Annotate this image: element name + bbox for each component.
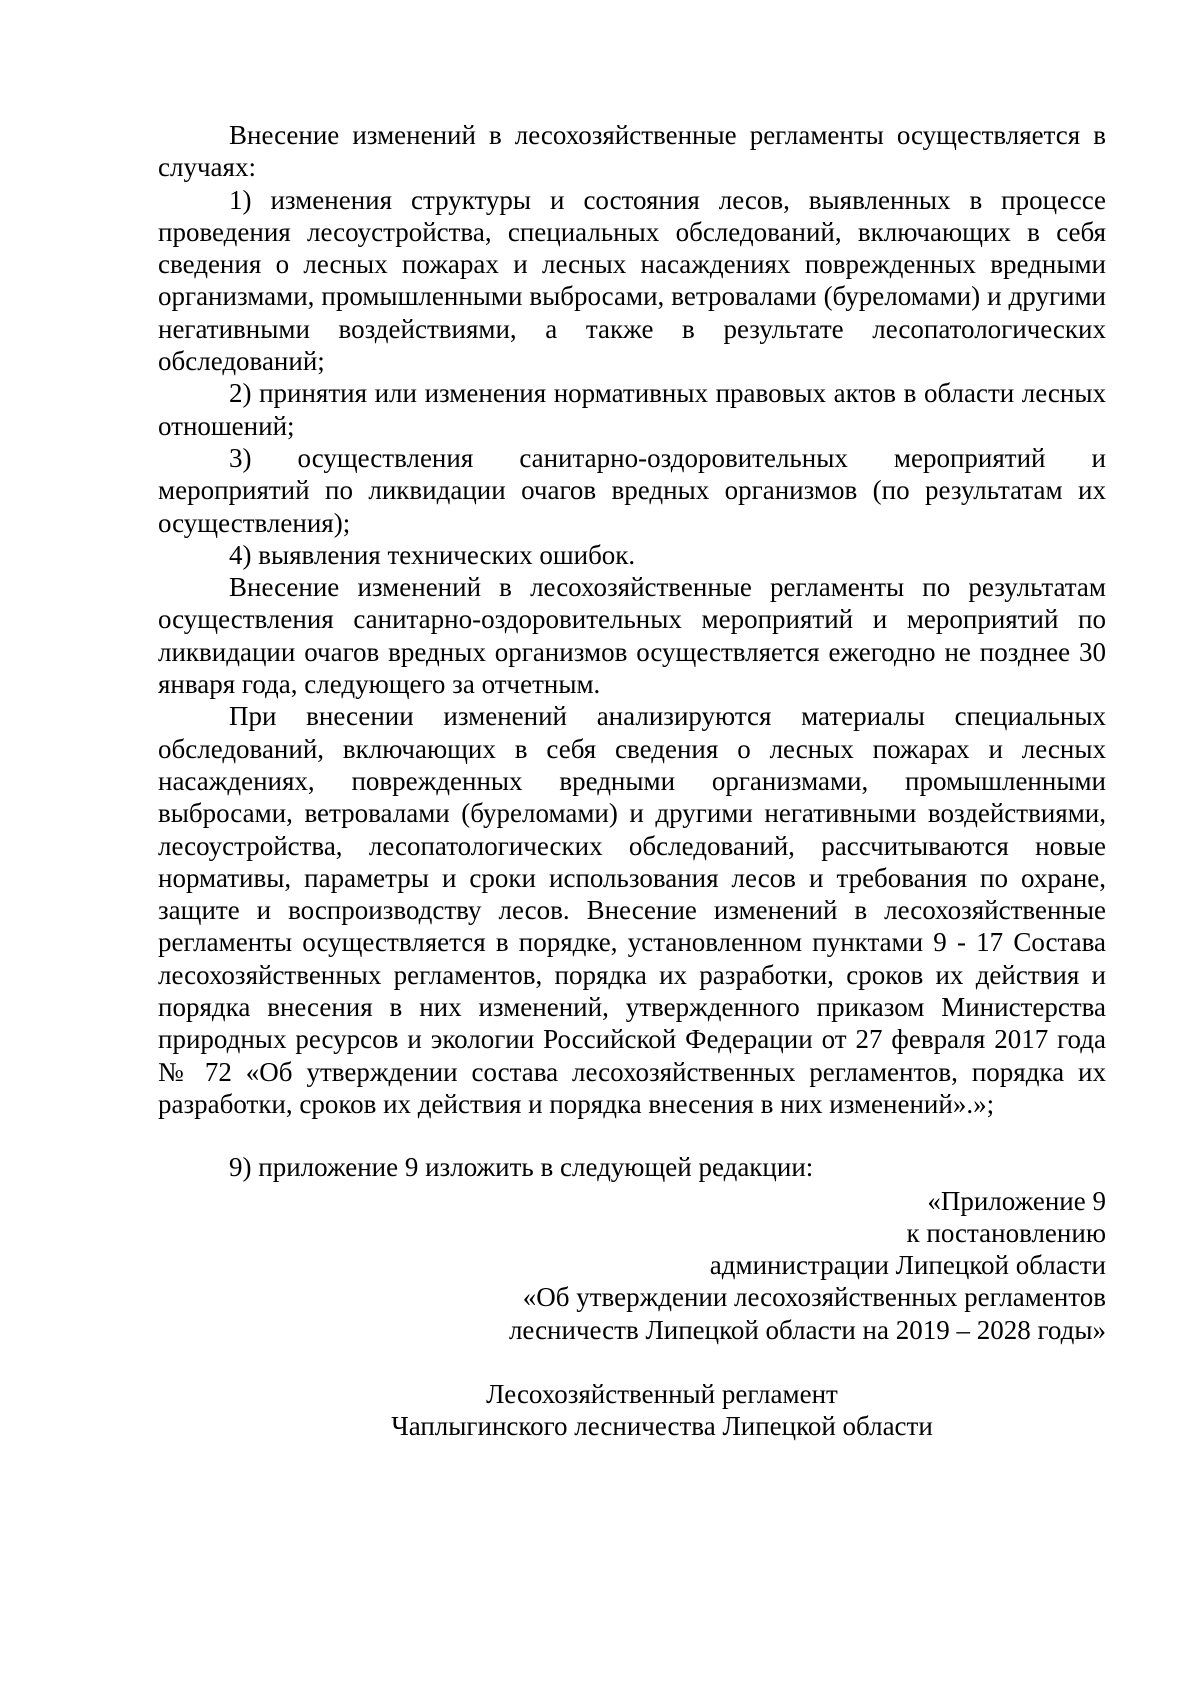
paragraph-item-1: 1) изменения структуры и состояния лесов, выявленных в процессе проведения лесоустройства, специальных обследований, включающих в себя сведения о лесных пожарах и лесных насаждениях поврежденных вредными организмами, промышленными выбросами, ветровалами (буреломами) и другими негативными воздействиями, а также в результате лесопатологических обследований; xyxy=(158,184,1106,377)
appendix-line: администрации Липецкой области xyxy=(709,1250,1106,1281)
paragraph-item-4: 4) выявления технических ошибок. xyxy=(229,539,636,570)
appendix-header xyxy=(158,1185,1106,1346)
paragraph-item-3: 3) осуществления санитарно-оздоровительных мероприятий и мероприятий по ликвидации очагов вредных организмов (по результатам их осуществления); xyxy=(158,442,1106,538)
appendix-line: «Приложение 9 xyxy=(927,1185,1106,1216)
appendix-line: к постановлению xyxy=(906,1217,1106,1248)
paragraph-gap xyxy=(158,1120,1106,1151)
title-line: Чаплыгинского лесничества Липецкой области xyxy=(391,1411,933,1442)
paragraph-item-2: 2) принятия или изменения нормативных правовых актов в области лесных отношений; xyxy=(158,378,1106,441)
title-line: Лесохозяйственный регламент xyxy=(486,1378,838,1409)
paragraph-analysis: При внесении изменений анализируются материалы специальных обследований, включающих в себя сведения о лесных пожарах и лесных насаждениях, поврежденных вредными организмами, промышленными выбросами, ветровалами (буреломами) и другими негативными воздействиями, лесоустройства, лесопатологических обследований, рассчитываются новые нормативы, параметры и сроки использования лесов и требования по охране, защите и воспроизводству лесов. Внесение изменений в лесохозяйственные регламенты осуществляется в порядке, установленном пунктами 9 - 17 Состава лесохозяйственных регламентов, порядка их разработки, сроков их действия и порядка внесения в них изменений, утвержденного приказом Министерства природных ресурсов и экологии Российской Федерации от 27 февраля 2017 года № 72 «Об утверждении состава лесохозяйственных регламентов, порядка их разработки, сроков их действия и порядка внесения в них изменений».»; xyxy=(158,701,1106,1119)
paragraph-intro: Внесение изменений в лесохозяйственные регламенты осуществляется в случаях: xyxy=(158,120,1106,183)
appendix-line: лесничеств Липецкой области на 2019 – 2028 годы» xyxy=(508,1314,1106,1345)
appendix-line: «Об утверждении лесохозяйственных регламентов xyxy=(522,1282,1106,1313)
paragraph-item-9: 9) приложение 9 изложить в следующей редакции: xyxy=(229,1152,814,1183)
document-title xyxy=(158,1378,1106,1443)
document-body xyxy=(158,119,1106,1443)
paragraph-annual-changes: Внесение изменений в лесохозяйственные регламенты по результатам осуществления санитарно-оздоровительных мероприятий и мероприятий по ликвидации очагов вредных организмов осуществляется ежегодно не позднее 30 января года, следующего за отчетным. xyxy=(158,572,1106,700)
